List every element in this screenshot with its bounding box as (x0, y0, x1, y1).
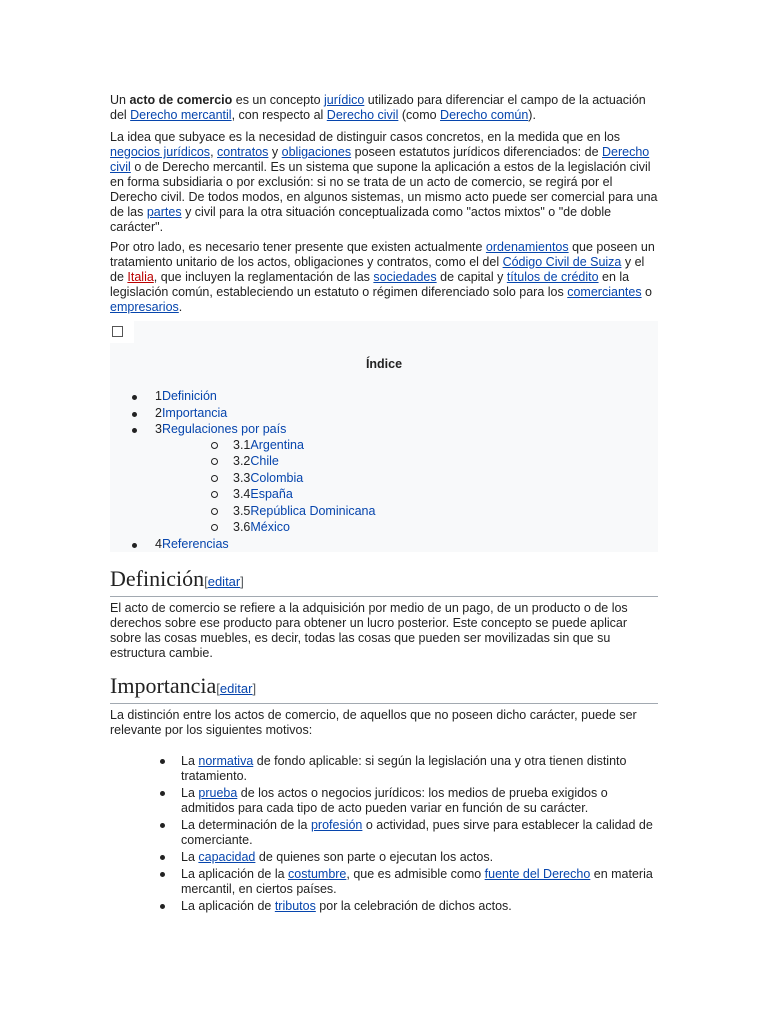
text: por la celebración de dichos actos. (315, 899, 512, 913)
list-item (110, 899, 658, 914)
toc-number: 3.5 (233, 504, 251, 518)
bullet (211, 442, 218, 449)
text: La (181, 786, 199, 800)
toc-number: 4 (155, 537, 162, 551)
bullet (132, 412, 137, 417)
bullet (211, 524, 218, 531)
text: de quienes son parte o ejecutan los actos. (255, 850, 494, 864)
toc-number: 3.1 (233, 438, 251, 452)
link-empresarios[interactable]: empresarios (110, 300, 179, 314)
text: y el de (110, 255, 645, 284)
toc-item-argentina[interactable] (110, 438, 510, 453)
list-item (110, 818, 658, 848)
bullet (211, 458, 218, 465)
toc-item-regulaciones[interactable] (110, 422, 510, 437)
link-tributos[interactable]: tributos (274, 899, 316, 913)
bracket: [ (216, 681, 220, 696)
toc-number: 3.2 (233, 454, 251, 468)
bullet (160, 759, 165, 764)
text: de fondo aplicable: si según la legislación una y otra tienen distinto tratamiento. (181, 754, 627, 783)
intro-paragraph-1 (110, 93, 658, 123)
toc-link[interactable]: República Dominicana (250, 504, 376, 518)
link-comerciantes[interactable]: comerciantes (567, 285, 642, 299)
heading-text: Importancia (110, 673, 217, 698)
toc-item-mexico[interactable] (110, 520, 510, 535)
toc-link[interactable]: México (250, 520, 290, 534)
edit-section-group (216, 681, 256, 696)
intro-paragraph-2 (110, 130, 658, 235)
link-costumbre[interactable]: costumbre (288, 867, 347, 881)
link-capacidad[interactable]: capacidad (198, 850, 256, 864)
bracket: ] (252, 681, 257, 696)
link-sociedades[interactable]: sociedades (373, 270, 437, 284)
link-ordenamientos[interactable]: ordenamientos (485, 240, 569, 254)
text: Por otro lado, es necesario tener presente que existen actualmente (110, 240, 486, 254)
link-derecho-civil[interactable]: Derecho civil (326, 108, 399, 122)
text: La idea que subyace es la necesidad de distinguir casos concretos, en la medida que en los (110, 130, 621, 144)
text: en materia mercantil, en ciertos países. (181, 867, 653, 896)
toc-link[interactable]: Argentina (250, 438, 304, 452)
bullet (211, 491, 218, 498)
link-profesion[interactable]: profesión (310, 818, 363, 832)
link-negocios-juridicos[interactable]: negocios jurídicos (110, 145, 211, 159)
text: La aplicación de la (181, 867, 289, 881)
text: La determinación de la (181, 818, 311, 832)
toc-number: 1 (155, 389, 162, 403)
text: en la legislación común, estableciendo un estatuto o régimen diferenciado solo para los (110, 270, 630, 299)
toc-link[interactable]: España (250, 487, 293, 501)
edit-section-group (204, 574, 244, 589)
bullet (160, 904, 165, 909)
bracket: ] (240, 574, 244, 589)
section-heading-importancia (110, 673, 658, 704)
text: , con respecto al (231, 108, 327, 122)
link-derecho-civil-2[interactable]: Derecho civil (110, 145, 650, 174)
text: , que incluyen la reglamentación de las (153, 270, 374, 284)
toc-link[interactable]: Colombia (250, 471, 304, 485)
toc-item-chile[interactable] (110, 454, 510, 469)
text: ). (528, 108, 536, 122)
section-heading-definicion (110, 566, 658, 597)
list-item (110, 867, 658, 897)
text: de capital y (436, 270, 507, 284)
toc-link[interactable]: Referencias (161, 537, 229, 551)
bullet (211, 475, 218, 482)
bullet (132, 428, 137, 433)
text: es un concepto (232, 93, 325, 107)
table-of-contents (110, 321, 658, 552)
link-derecho-comun[interactable]: Derecho común (440, 108, 529, 122)
toc-link[interactable]: Definición (161, 389, 217, 403)
importancia-paragraph: La distinción entre los actos de comercio, de aquellos que no poseen dicho carácter, puede ser relevante por los siguientes motivos: (110, 708, 637, 737)
importancia-bullet-list (110, 754, 658, 916)
text: utilizado para diferenciar el campo de la actuación del (110, 93, 646, 122)
text: de los actos o negocios jurídicos: los medios de prueba exigidos o admitidos para cada tipo de acto pueden variar en función de su carácter. (181, 786, 608, 815)
toc-item-espana[interactable] (110, 487, 510, 502)
text: y (268, 145, 282, 159)
link-juridico[interactable]: jurídico (324, 93, 365, 107)
link-fuente-del-derecho[interactable]: fuente del Derecho (484, 867, 591, 881)
edit-section-link[interactable]: editar (207, 574, 241, 589)
bullet (211, 508, 218, 515)
definicion-paragraph: El acto de comercio se refiere a la adquisición por medio de un pago, de un producto o de los derechos sobre ese producto para obtener un lucro posterior. Este concepto se puede aplicar sobre las cosas muebles, es decir, todas las cosas que pueden ser movilizadas sin que su estructura cambie. (110, 601, 628, 660)
link-partes[interactable]: partes (146, 205, 182, 219)
heading-text: Definición (110, 566, 205, 591)
toc-number: 3.4 (233, 487, 251, 501)
text: que poseen un tratamiento unitario de los actos, obligaciones y contratos, como el del (110, 240, 655, 269)
bold-term: acto de comercio (129, 93, 233, 107)
text: , (210, 145, 218, 159)
link-obligaciones[interactable]: obligaciones (281, 145, 352, 159)
toc-toggle-checkbox[interactable] (112, 326, 123, 337)
intro-paragraph-3 (110, 240, 658, 315)
link-italia[interactable]: Italia (127, 270, 154, 284)
toc-link[interactable]: Regulaciones por país (161, 422, 287, 436)
link-prueba[interactable]: prueba (198, 786, 238, 800)
toc-number: 3 (155, 422, 162, 436)
text: . (178, 300, 183, 314)
text: y civil para la otra situación conceptualizada como "actos mixtos" o "de doble carácter". (110, 205, 612, 234)
link-normativa[interactable]: normativa (198, 754, 254, 768)
toc-item-definicion[interactable] (110, 389, 510, 404)
bullet (160, 823, 165, 828)
edit-section-link[interactable]: editar (219, 681, 253, 696)
bullet (160, 855, 165, 860)
text: La aplicación de (181, 899, 275, 913)
link-titulos-credito[interactable]: títulos de crédito (506, 270, 599, 284)
bracket: [ (204, 574, 208, 589)
toc-link[interactable]: Chile (250, 454, 279, 468)
toc-number: 3.6 (233, 520, 251, 534)
toc-item-colombia[interactable] (110, 471, 510, 486)
bullet (160, 872, 165, 877)
text: Un (110, 93, 130, 107)
text: poseen estatutos jurídicos diferenciados: de (351, 145, 602, 159)
toc-item-importancia[interactable] (110, 406, 510, 421)
toc-number: 3.3 (233, 471, 251, 485)
list-item (110, 786, 658, 816)
link-contratos[interactable]: contratos (217, 145, 269, 159)
toc-link[interactable]: Importancia (161, 406, 228, 420)
toc-title: Índice (365, 357, 403, 371)
list-item (110, 850, 658, 865)
text: o de Derecho mercantil. Es un sistema que supone la aplicación a estos de la legislación civil en forma subsidiaria o por exclusión: si no se trata de un acto de comercio, se regirá por el Derecho civil. De todos modos, en algunos sistemas, un mismo acto puede ser comercial para una de las (110, 160, 658, 219)
bullet (132, 543, 137, 548)
list-item (110, 754, 658, 784)
toc-item-republica-dominicana[interactable] (110, 504, 510, 519)
text: La (181, 754, 199, 768)
link-codigo-civil-suiza[interactable]: Código Civil de Suiza (502, 255, 622, 269)
bullet (132, 395, 137, 400)
text: (como (398, 108, 441, 122)
link-derecho-mercantil[interactable]: Derecho mercantil (130, 108, 232, 122)
text: , que es admisible como (346, 867, 485, 881)
bullet (160, 791, 165, 796)
text: o actividad, pues sirve para establecer la calidad de comerciante. (181, 818, 653, 847)
text: La (181, 850, 199, 864)
toc-number: 2 (155, 406, 162, 420)
text: o (641, 285, 653, 299)
toc-item-referencias[interactable] (110, 537, 510, 552)
